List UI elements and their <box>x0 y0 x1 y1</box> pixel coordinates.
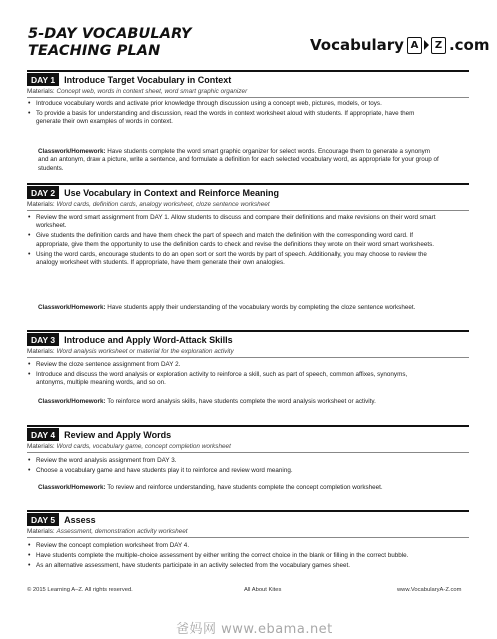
day-5-bullets <box>28 542 436 572</box>
materials-label: Materials: <box>27 88 55 95</box>
watermark: 爸妈网 www.ebama.net <box>176 622 333 637</box>
list-item: • Introduce vocabulary words and activate prior knowledge through discussion using a concept web, pictures, models, or toys. <box>28 100 382 107</box>
day-2-materials <box>27 201 469 211</box>
day-5-header <box>27 513 96 526</box>
day-3-materials <box>27 348 469 358</box>
title-line-2: TEACHING PLAN <box>28 43 161 59</box>
day-3-badge: DAY 3 <box>27 333 59 346</box>
page-title <box>28 26 248 60</box>
day-4-classwork <box>38 484 442 492</box>
day-1-bullets <box>28 100 436 128</box>
list-item: • Give students the definition cards and have them check the part of speech and match the definition with the corresponding word card. If appropriate, give them the opportunity to use the definition cards to check and revise the definitions they wrote on their word smart worksheets. <box>28 232 434 248</box>
section-rule <box>27 183 469 185</box>
materials-label: Materials: <box>27 528 55 535</box>
classwork-label: Classwork/Homework: <box>38 148 106 155</box>
materials-label: Materials: <box>27 201 55 208</box>
list-item: • Review the word analysis assignment from DAY 3. <box>28 457 177 464</box>
day-3-bullets <box>28 361 436 389</box>
day-5-badge: DAY 5 <box>27 513 59 526</box>
materials-value: Word cards, vocabulary game, concept completion worksheet <box>56 443 231 450</box>
day-1-badge: DAY 1 <box>27 73 59 86</box>
materials-value: Concept web, words in context sheet, word smart graphic organizer <box>56 88 248 95</box>
footer-copyright: © 2015 Learning A–Z. All rights reserved. <box>27 587 133 593</box>
vocabulary-az-logo <box>310 34 490 56</box>
day-4-header <box>27 428 171 441</box>
classwork-label: Classwork/Homework: <box>38 304 106 311</box>
day-2-header <box>27 186 279 199</box>
logo-a-box: A <box>407 37 422 54</box>
day-4-badge: DAY 4 <box>27 428 59 441</box>
materials-value: Word analysis worksheet or material for the exploration activity <box>56 348 234 355</box>
day-4-bullets <box>28 457 436 477</box>
title-line-1: 5-DAY VOCABULARY <box>28 26 192 42</box>
logo-suffix: .com <box>448 36 490 54</box>
list-item: • Introduce and discuss the word analysis or exploration activity to reinforce a skill, such as part of speech, common affixes, synonyms, antonyms, multiple meaning words, and so on. <box>28 371 408 387</box>
footer-site-link[interactable]: www.VocabularyA-Z.com <box>397 587 462 593</box>
section-rule <box>27 330 469 332</box>
day-5-materials <box>27 528 469 538</box>
day-2-title: Use Vocabulary in Context and Reinforce Meaning <box>64 187 279 198</box>
logo-word: Vocabulary <box>310 36 404 54</box>
classwork-text: To reinforce word analysis skills, have students complete the word analysis worksheet or activity. <box>107 398 376 405</box>
logo-az-mark <box>406 37 447 54</box>
day-2-bullets <box>28 214 436 269</box>
day-3-classwork <box>38 398 442 406</box>
footer-title: All About Kites <box>244 587 282 593</box>
list-item: • Review the cloze sentence assignment from DAY 2. <box>28 361 181 368</box>
list-item: • Have students complete the multiple-choice assessment by either writing the correct choice in the blank or filling in the correct bubble. <box>28 552 409 559</box>
list-item: • As an alternative assessment, have students participate in an activity selected from the vocabulary games sheet. <box>28 562 350 569</box>
list-item: • To provide a basis for understanding and discussion, read the words in context worksheet aloud with students. If appropriate, have them generate their own examples of words in context. <box>28 110 415 126</box>
day-1-classwork <box>38 148 442 173</box>
day-5-title: Assess <box>64 514 96 525</box>
day-1-materials <box>27 88 469 98</box>
materials-value: Word cards, definition cards, analogy worksheet, cloze sentence worksheet <box>56 201 270 208</box>
list-item: • Review the word smart assignment from DAY 1. Allow students to discuss and compare their definitions and make revisions on their word smart worksheet. <box>28 214 436 230</box>
day-3-header <box>27 333 233 346</box>
section-rule <box>27 425 469 427</box>
materials-value: Assessment, demonstration activity worksheet <box>56 528 188 535</box>
classwork-text: To review and reinforce understanding, have students complete the concept completion worksheet. <box>107 484 383 491</box>
day-4-materials <box>27 443 469 453</box>
day-4-title: Review and Apply Words <box>64 429 172 440</box>
materials-label: Materials: <box>27 443 55 450</box>
logo-arrow-icon <box>424 40 429 50</box>
day-2-badge: DAY 2 <box>27 186 59 199</box>
classwork-text: Have students complete the word smart graphic organizer for select words. Encourage them to generate a synonym and an antonym, draw a picture, write a sentence, and formulate a definition for each selected vocabulary word, as appropriate for your group of students. <box>38 148 439 172</box>
list-item: • Using the word cards, encourage students to do an open sort or sort the words by part of speech. Additionally, you may choose to review the analogy worksheet with students. If appropriate, have them generate their own analogies. <box>28 250 427 267</box>
day-3-title: Introduce and Apply Word-Attack Skills <box>64 334 233 345</box>
materials-label: Materials: <box>27 348 55 355</box>
classwork-text: Have students apply their understanding of the vocabulary words by completing the cloze sentence worksheet. <box>107 304 416 311</box>
day-2-classwork <box>38 304 442 312</box>
day-1-header <box>27 73 231 86</box>
classwork-label: Classwork/Homework: <box>38 484 106 491</box>
logo-z-box: Z <box>431 37 446 54</box>
section-rule <box>27 510 469 512</box>
section-rule <box>27 70 469 72</box>
classwork-label: Classwork/Homework: <box>38 398 106 405</box>
list-item: • Review the concept completion worksheet from DAY 4. <box>28 542 190 549</box>
day-1-title: Introduce Target Vocabulary in Context <box>64 74 232 85</box>
list-item: • Choose a vocabulary game and have students play it to reinforce and review word meaning. <box>28 467 293 474</box>
